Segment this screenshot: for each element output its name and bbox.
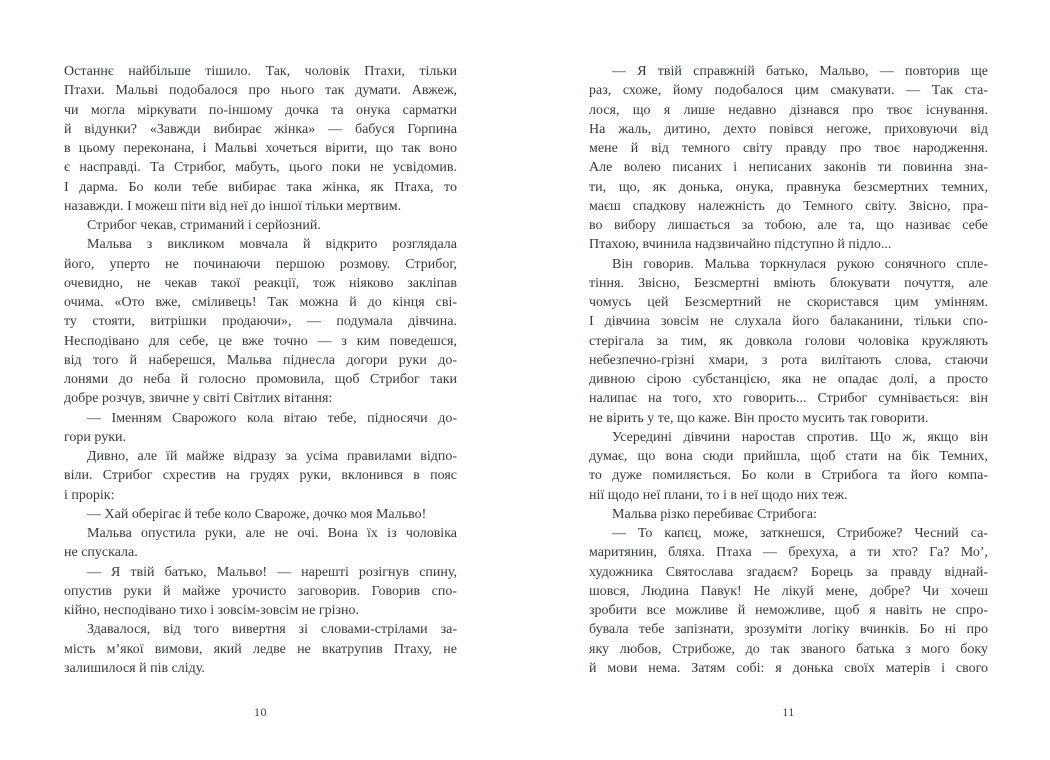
page-left-number: 10 — [254, 705, 267, 719]
text-line: дивною сірою субстанцією, яка не опадає долі, а просто — [589, 372, 988, 387]
text-line: залишилося й пів сліду. — [64, 660, 205, 676]
text-line: Здавалося, від того вивертня зі словами-стрілами за- — [87, 622, 457, 638]
text-line: — Я твій батько, Мальво! — нарешті розігнув спину, — [87, 564, 457, 580]
text-line: маритянин, бляха. Птаха — брехуха, а ти хто? Га? Мо’, — [589, 545, 988, 561]
text-line: ти, що, як донька, онука, правнука безсмертних темних, — [589, 179, 988, 195]
text-line: — Хай оберігає й тебе коло Свароже, дочко моя Мальво! — [87, 506, 427, 522]
text-line: налипає на того, хто говорить... Стрибог сумнівається: він — [589, 391, 988, 407]
text-line: очевидно, не чекав такої реакції, тож ніяково закліпав — [64, 275, 457, 291]
text-line: не вірить у те, що каже. Він просто мусить так говорити. — [589, 410, 929, 426]
text-line: Усередині дівчини наростав спротив. Що ж, якщо він — [612, 429, 988, 445]
text-line: На жаль, дитино, дехто повівся негоже, приховуючи від — [589, 121, 988, 137]
text-line: нії щодо неї плани, то і в неї щодо них теж. — [589, 487, 848, 503]
text-line: бувала тебе запізнати, зрозуміти логіку вчинків. Бо ні про — [589, 622, 988, 638]
text-line: Але волею писаних і неписаних законів ти повинна зна- — [589, 160, 988, 176]
text-line: віли. Стрибог схрестив на грудях руки, вклонився в пояс — [64, 468, 457, 484]
text-line: є насправді. Та Стрибог, мабуть, цього поки не усвідомив. — [64, 160, 457, 176]
text-line: опустив руки й майже урочисто заговорив. Говорив спо- — [64, 583, 457, 599]
text-line: ту стояти, витрішки продаючи», — подумала дівчина. — [64, 314, 457, 330]
text-line: во вибору лишається за тобою, але та, що називає себе — [589, 218, 988, 233]
text-line: Несподівано для себе, це вже точно — з ким поведешся, — [64, 333, 457, 349]
text-line: І дівчина зовсім не слухала його балаканини, тільки спо- — [589, 314, 988, 330]
text-line: Мальва різко перебиває Стрибога: — [612, 506, 817, 522]
text-line: кійно, несподівано тихо і зовсім-зовсім не грізно. — [64, 603, 360, 618]
text-line: яку любов, Стрибоже, до так званого батька з мого боку — [589, 641, 988, 657]
text-line: шовся, Людина Павук! Не лікуй мене, добре? Чи хочеш — [589, 583, 988, 599]
text-line: від того й наберешся, Мальва піднесла догори руки до- — [64, 352, 457, 368]
text-line: гори руки. — [64, 429, 126, 445]
text-line: маєш спадкову належність до Темного світу. Звісно, пра- — [589, 198, 988, 214]
text-line: небезпечно-грізні хмари, з рота вилітають слова, стаючи — [589, 352, 988, 368]
text-line: Останнє найбільше тішило. Так, чоловік Птахи, тільки — [64, 64, 457, 79]
text-line: мість м’якої вимови, який ледве не вкатрупив Птаху, не — [64, 641, 457, 657]
text-line: І дарма. Бо коли тебе вибирає така жінка, як Птаха, то — [64, 179, 457, 195]
text-line: Стрибог чекав, стриманий і серйозний. — [87, 218, 321, 233]
text-line: стерігала за тим, як довкола голови чоловіка кружляють — [589, 333, 988, 349]
text-line: — То капєц, може, заткнешся, Стрибоже? Чесний са- — [612, 526, 988, 541]
text-line: не спускала. — [64, 545, 138, 561]
text-line: Мальва з викликом мовчала й відкрито розглядала — [87, 237, 457, 253]
text-line: назавжди. І можеш піти від неї до іншої тільки мертвим. — [64, 198, 402, 214]
text-line: тіння. Звісно, Безсмертні вміють блокувати почуття, але — [589, 275, 988, 291]
page-right-number: 11 — [782, 705, 795, 719]
text-line: мене й від темного світу правду про твоє народження. — [589, 141, 988, 156]
text-line: лося, що я лише недавно дізнався про твоє існування. — [589, 102, 988, 118]
text-line: й мови нема. Затям собі: я донька своїх матерів і свого — [589, 660, 988, 676]
text-line: й відунки? «Завжди вибирає жінка» — бабуся Горпина — [64, 121, 457, 137]
page-right-text-column — [589, 62, 988, 678]
text-line: Птахою, вчинила надзвичайно підступно й підло... — [589, 237, 892, 253]
text-line: художника Святослава згадаєм? Борець за правду віднай- — [589, 564, 988, 580]
text-line: раз, схоже, йому подобалося цим смакувати. — Так ста- — [589, 83, 988, 99]
text-line: чи могла міркувати по-іншому дочка та онука сарматки — [64, 102, 457, 118]
text-line: Птахи. Мальві подобалося про нього так думати. Авжеж, — [64, 83, 457, 99]
text-line: Мальва опустила руки, але не очі. Вона їх із чоловіка — [87, 526, 457, 541]
text-line: добре розчув, звичне у світі Світлих вітання: — [64, 391, 333, 407]
page-left-text-column — [64, 62, 457, 678]
text-line: Дивно, але їй майже відразу за усіма правилами відпо- — [87, 449, 457, 464]
text-line: — Іменням Сварожого кола вітаю тебе, підносячи до- — [87, 410, 457, 426]
text-line: лонями до неба й голосно промовила, щоб Стрибог таки — [64, 372, 457, 387]
text-line: в цьому переконана, і Мальві хочеться вірити, що так воно — [64, 141, 457, 156]
text-line: то дуже помиляється. Бо коли в Стрибога та його компа- — [589, 468, 988, 484]
text-line: зробити все можливе й неможливе, щоб я навіть не спро- — [589, 603, 988, 618]
text-line: Він говорив. Мальва торкнулася рукою сонячного спле- — [612, 256, 988, 272]
text-line: очима. «Ото вже, сміливець! Так можна й до кінця сві- — [64, 295, 457, 310]
text-line: думає, що вона сюди прийшла, щоб стати на бік Темних, — [589, 449, 988, 464]
text-line: — Я твій справжній батько, Мальво, — повторив ще — [612, 64, 988, 79]
text-line: і прорік: — [64, 487, 115, 503]
text-line: його, уперто не починаючи першою розмову. Стрибог, — [64, 256, 457, 272]
text-line: чомусь цей Безсмертний не скористався цим умінням. — [589, 295, 988, 310]
